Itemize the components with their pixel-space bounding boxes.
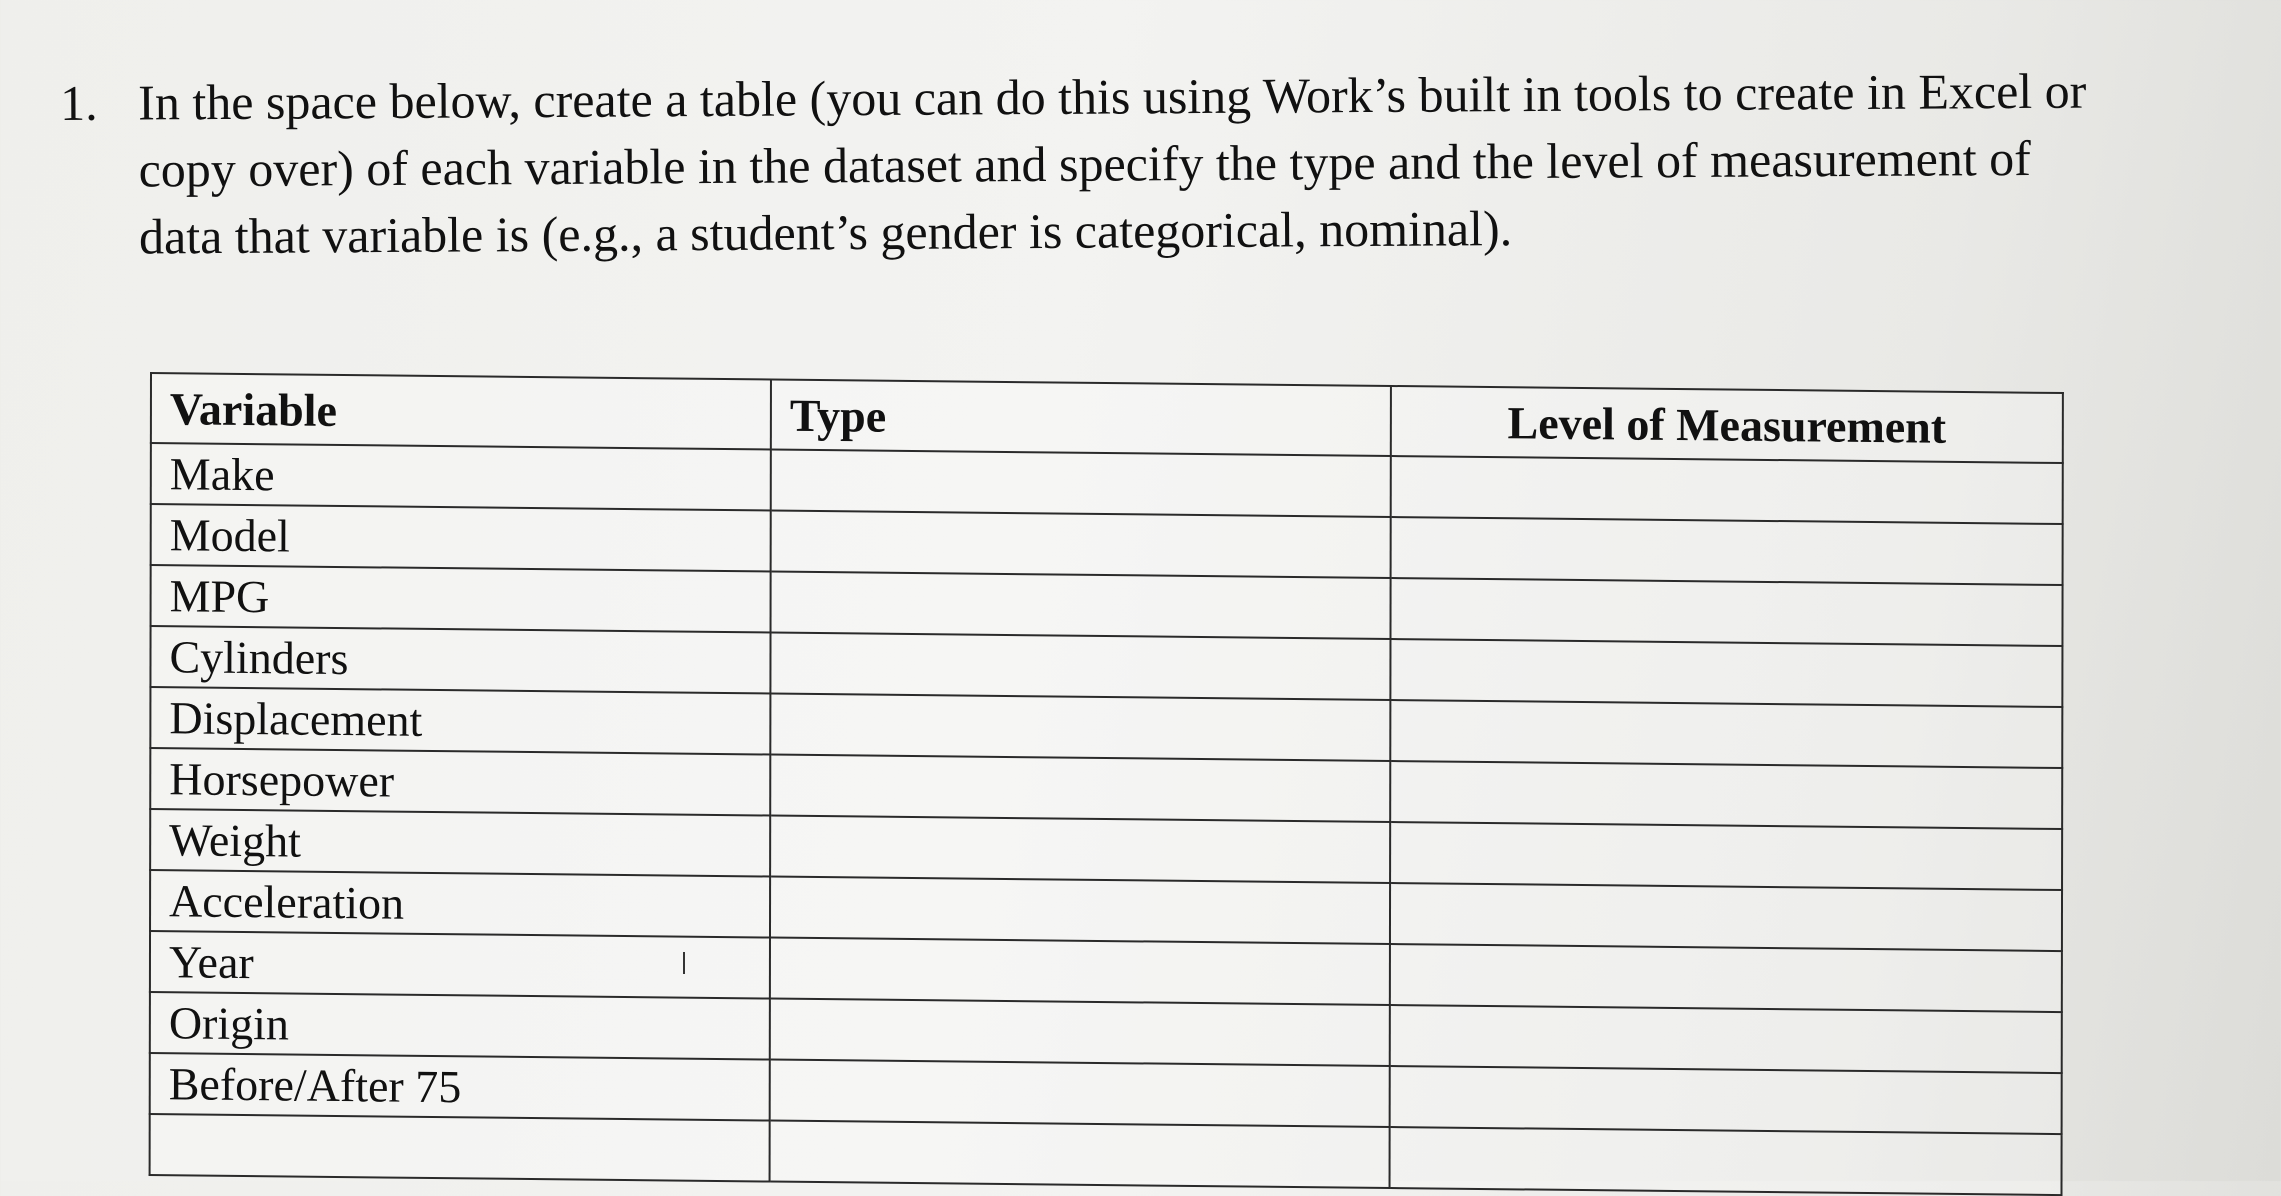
type-cell[interactable] (771, 572, 1391, 639)
variable-cell[interactable]: Make (151, 443, 771, 510)
level-cell[interactable] (1391, 456, 2063, 524)
type-cell[interactable] (771, 511, 1391, 578)
question-1 (60, 57, 2111, 271)
type-cell[interactable] (770, 999, 1390, 1066)
variable-cell[interactable]: Horsepower (150, 748, 770, 815)
variable-cell[interactable]: MPG (151, 565, 771, 632)
level-cell[interactable] (1390, 639, 2062, 707)
type-cell[interactable] (770, 1060, 1390, 1127)
header-variable: Variable (151, 373, 771, 449)
variables-table (149, 372, 2064, 1196)
variable-cell[interactable]: Displacement (150, 687, 770, 754)
variable-cell[interactable]: Model (151, 504, 771, 571)
level-cell[interactable] (1390, 578, 2062, 646)
type-cell[interactable] (770, 816, 1390, 883)
header-type: Type (771, 380, 1391, 456)
type-cell[interactable] (770, 694, 1390, 761)
level-cell[interactable] (1390, 700, 2062, 768)
level-cell[interactable] (1390, 761, 2062, 829)
level-cell[interactable] (1390, 822, 2062, 890)
type-cell[interactable] (770, 755, 1390, 822)
type-cell[interactable] (770, 877, 1390, 944)
type-cell[interactable] (770, 938, 1390, 1005)
question-text: In the space below, create a table (you can do this using Work’s built in tools to create in Excel or copy over) of each variable in the dataset and specify the type and the level of measurement of data that variable is (e.g., a student’s gender is categorical, nominal). (138, 62, 2087, 265)
variable-cell[interactable]: Before/After 75 (150, 1053, 770, 1120)
type-cell[interactable] (770, 1121, 1390, 1188)
table-body (150, 443, 2063, 1195)
text-cursor (683, 952, 685, 974)
level-cell[interactable] (1390, 1005, 2062, 1073)
level-cell[interactable] (1390, 1066, 2062, 1134)
level-cell[interactable] (1390, 1127, 2062, 1195)
variable-cell[interactable]: Acceleration (150, 870, 770, 937)
type-cell[interactable] (770, 633, 1390, 700)
question-number: 1. (60, 74, 98, 131)
level-cell[interactable] (1391, 517, 2063, 585)
variable-cell[interactable]: Weight (150, 809, 770, 876)
variables-table-container (149, 372, 2064, 1196)
variable-cell[interactable]: Origin (150, 992, 770, 1059)
type-cell[interactable] (771, 450, 1391, 517)
level-cell[interactable] (1390, 944, 2062, 1012)
variable-cell[interactable]: Cylinders (150, 626, 770, 693)
variable-cell[interactable]: Year (150, 931, 770, 998)
level-cell[interactable] (1390, 883, 2062, 951)
header-level-of-measurement: Level of Measurement (1391, 386, 2063, 463)
variable-cell[interactable] (150, 1114, 770, 1181)
